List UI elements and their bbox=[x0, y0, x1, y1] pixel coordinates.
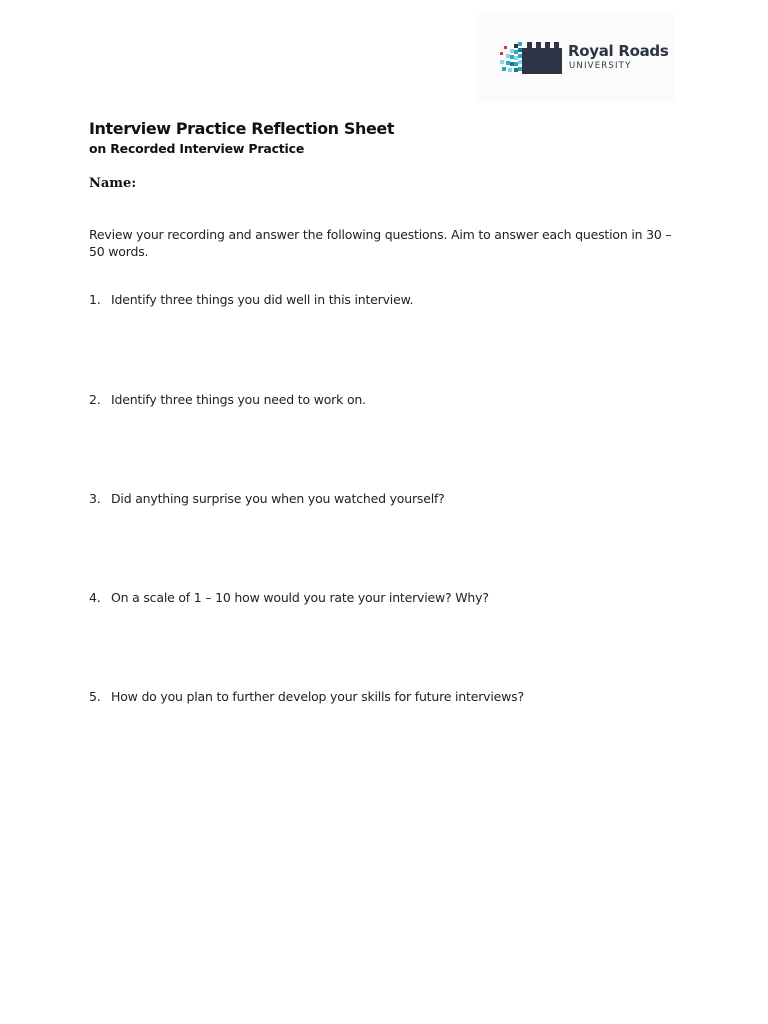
question-number: 4. bbox=[89, 590, 101, 605]
question-text: How do you plan to further develop your skills for future interviews? bbox=[111, 689, 524, 704]
question-item bbox=[89, 590, 689, 605]
question-text: Identify three things you did well in this interview. bbox=[111, 292, 414, 307]
question-text: Identify three things you need to work on. bbox=[111, 392, 366, 407]
question-item bbox=[89, 392, 689, 407]
page-title: Interview Practice Reflection Sheet bbox=[89, 119, 395, 138]
page-subtitle: on Recorded Interview Practice bbox=[89, 141, 305, 156]
name-label: Name: bbox=[89, 176, 137, 191]
royal-roads-logo-icon bbox=[500, 40, 562, 74]
question-item bbox=[89, 292, 689, 307]
logo-subtitle: UNIVERSITY bbox=[569, 61, 632, 71]
question-item bbox=[89, 491, 689, 506]
question-number: 1. bbox=[89, 292, 101, 307]
question-text: Did anything surprise you when you watched yourself? bbox=[111, 491, 445, 506]
question-text: On a scale of 1 – 10 how would you rate your interview? Why? bbox=[111, 590, 489, 605]
question-number: 5. bbox=[89, 689, 101, 704]
question-number: 3. bbox=[89, 491, 101, 506]
question-item bbox=[89, 689, 689, 704]
logo-name: Royal Roads bbox=[568, 42, 669, 60]
question-number: 2. bbox=[89, 392, 101, 407]
instructions-text: Review your recording and answer the following questions. Aim to answer each question in 30 – 50 words. bbox=[89, 227, 672, 259]
